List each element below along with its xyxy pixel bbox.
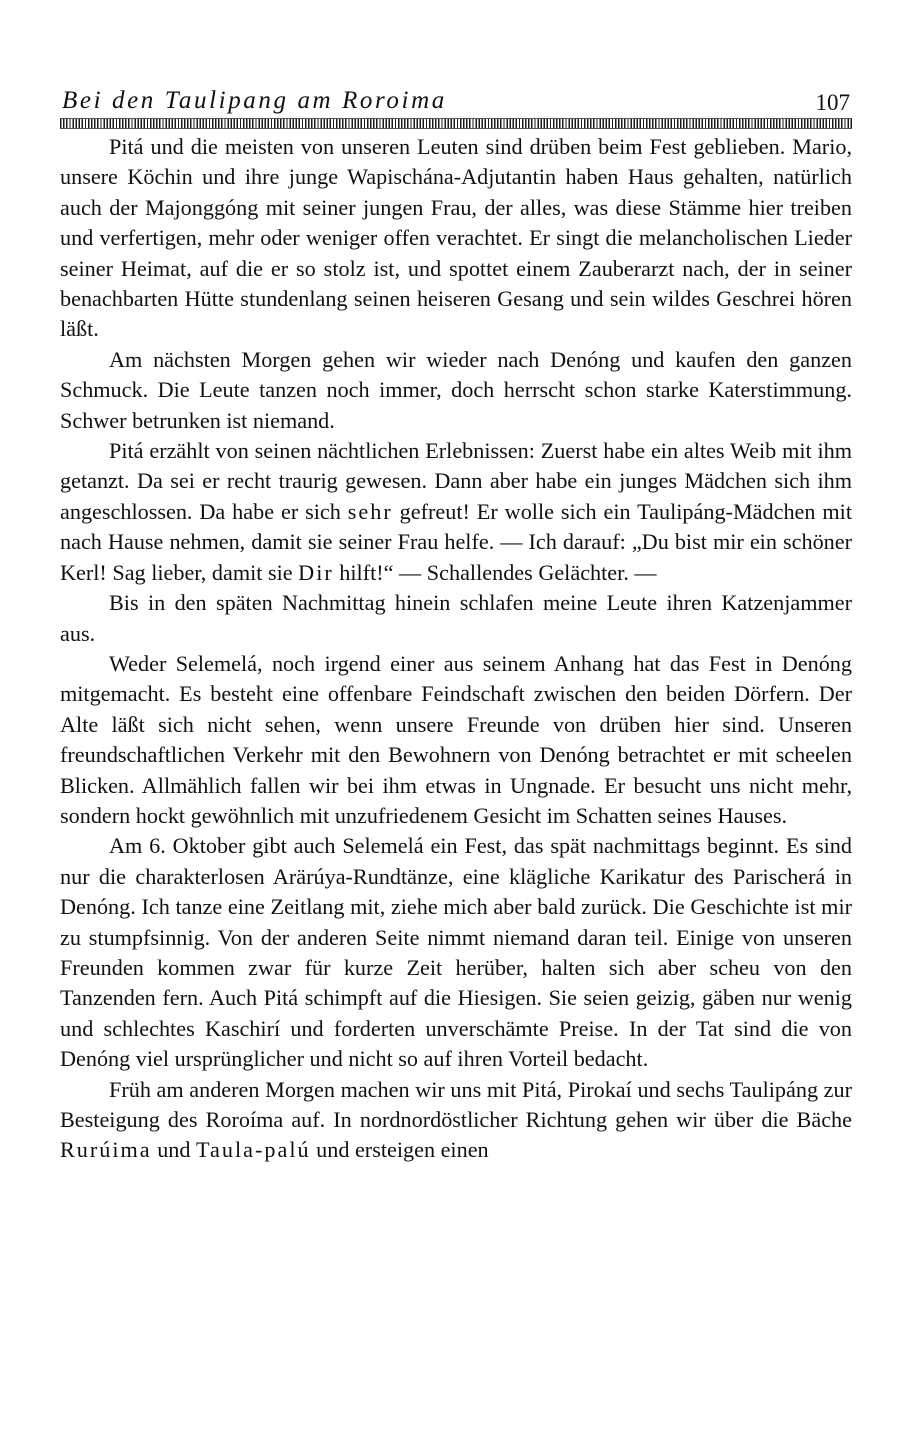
emphasized-word: Rurúima [60,1137,152,1163]
paragraph [60,1075,852,1166]
body-text [60,132,852,1166]
text-segment: und ersteigen einen [310,1137,489,1163]
emphasized-word: Dir [298,559,334,585]
paragraph [60,588,852,649]
text-segment: Pitá und die meisten von unseren Leuten sind drüben beim Fest geblieben. Mario, unsere Köchin und ihre junge Wapischána-Adjutantin haben Haus gehalten, natürlich auch der Majonggóng mit seiner jungen Frau, der alles, was diese Stämme hier treiben und verfertigen, mehr oder weniger offen verachtet. Er singt die melancholischen Lieder seiner Heimat, auf die er so stolz ist, und spottet einem Zauberarzt nach, der in seiner benachbarten Hütte stundenlang seinen heiseren Gesang und sein wildes Geschrei hören läßt. [60,134,852,342]
text-segment: und [151,1137,197,1163]
text-segment: Am 6. Oktober gibt auch Selemelá ein Fest, das spät nachmittags beginnt. Es sind nur die charakterlosen Arärúya-Rundtänze, eine klägliche Karikatur des Parischerá in Denóng. Ich tanze eine Zeitlang mit, ziehe mich aber bald zurück. Die Geschichte ist mir zu stumpfsinnig. Von der anderen Seite nimmt niemand daran teil. Einige von unseren Freunden kommen zwar für kurze Zeit herüber, halten sich aber scheu von den Tanzenden fern. Auch Pitá schimpft auf die Hiesigen. Sie seien geizig, gäben nur wenig und schlechtes Kaschirí und forderten unverschämte Preise. In der Tat sind die von Denóng viel ursprünglicher und nicht so auf ihren Vorteil bedacht. [60,833,852,1072]
emphasized-word: sehr [347,498,393,524]
page-number: 107 [815,90,850,115]
text-segment: gefreut! Er wolle sich ein Taulipáng-Mädchen mit nach Hause nehmen, damit sie seiner Frau helfe. — Ich darauf: „Du bist mir ein schöner Kerl! Sag lieber, damit sie [60,498,852,585]
paragraph [60,345,852,436]
text-segment: Weder Selemelá, noch irgend einer aus seinem Anhang hat das Fest in Denóng mitgemacht. Es besteht eine offenbare Feindschaft zwischen den beiden Dörfern. Der Alte läßt sich nicht sehen, wenn unsere Freunde von drüben hier sind. Unseren freundschaftlichen Verkehr mit den Bewohnern von Denóng betrachtet er mit scheelen Blicken. Allmählich fallen wir bei ihm etwas in Ungnade. Er besucht uns nicht mehr, sondern hockt gewöhnlich mit unzufriedenem Gesicht im Schatten seines Hauses. [60,650,852,828]
paragraph [60,831,852,1074]
emphasized-word: Taula-palú [196,1137,311,1163]
header-rule [60,118,852,129]
text-segment: Bis in den späten Nachmittag hinein schlafen meine Leute ihren Katzenjammer aus. [60,590,852,646]
book-page [60,86,852,1166]
text-segment: Pitá erzählt von seinen nächtlichen Erlebnissen: Zuerst habe ein altes Weib mit ihm getanzt. Da sei er recht traurig gewesen. Dann aber habe ein junges Mädchen sich ihm angeschlossen. Da habe er sich [60,438,852,524]
text-segment: hilft!“ — Schallendes Gelächter. — [333,559,657,585]
running-title: Bei den Taulipang am Roroima [62,87,447,114]
paragraph [60,649,852,831]
text-segment: Am nächsten Morgen gehen wir wieder nach Denóng und kaufen den ganzen Schmuck. Die Leute tanzen noch immer, doch herrscht schon starke Katerstimmung. Schwer betrunken ist niemand. [60,346,852,433]
text-segment: Früh am anderen Morgen machen wir uns mit Pitá, Pirokaí und sechs Taulipáng zur Besteigung des Roroíma auf. In nordnordöstlicher Richtung gehen wir über die Bäche [60,1076,852,1132]
running-head [60,86,852,118]
paragraph [60,436,852,588]
paragraph [60,132,852,345]
